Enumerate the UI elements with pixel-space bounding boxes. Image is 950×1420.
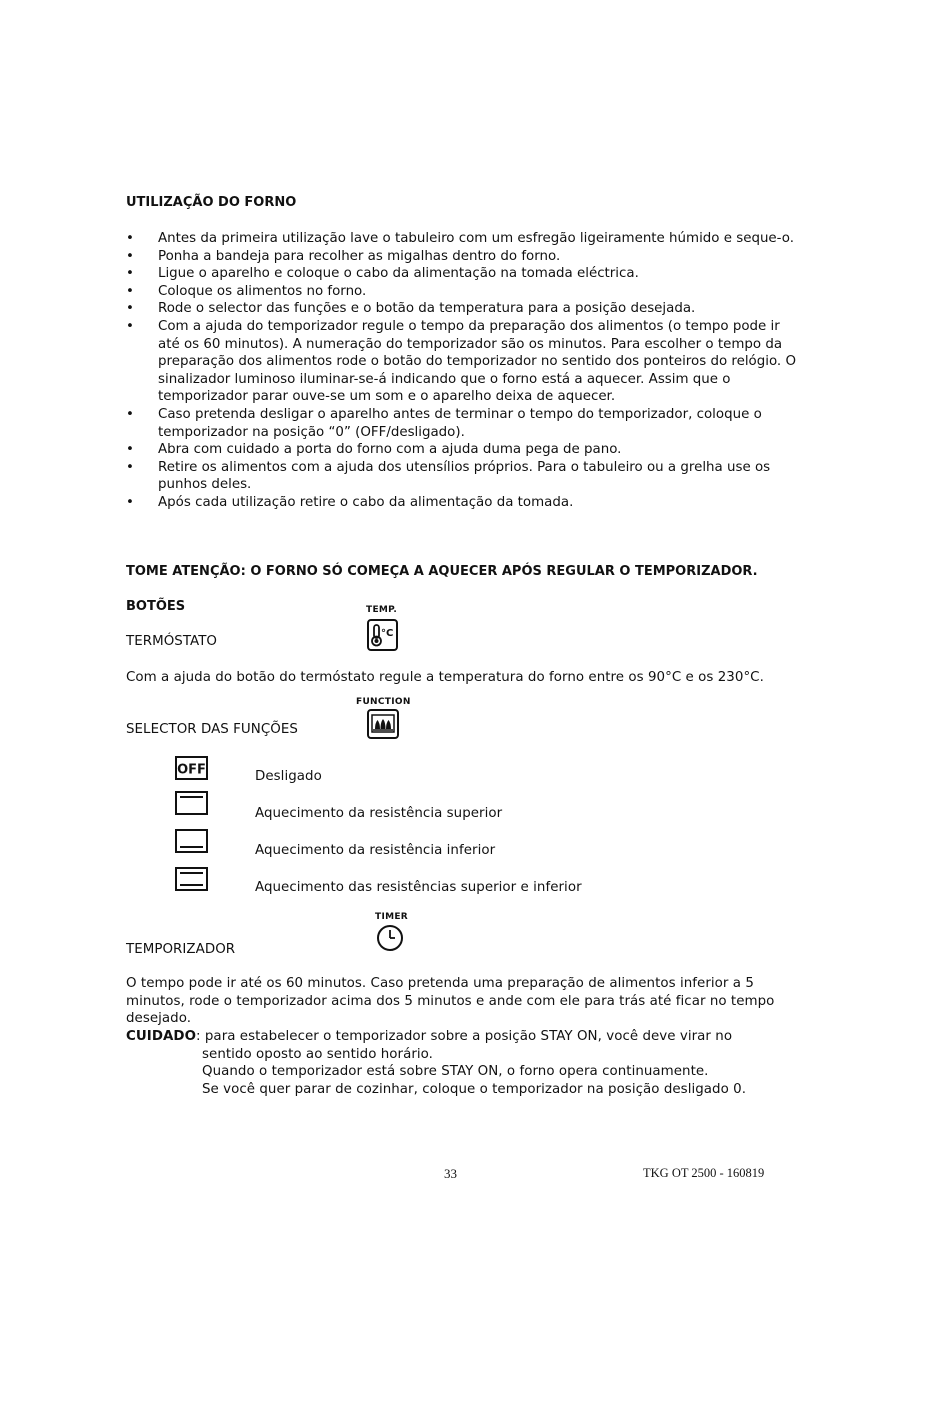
off-icon [175, 756, 208, 780]
list-item: • Abra com cuidado a porta do forno com a ajuda duma pega de pano. [126, 442, 622, 458]
flames-icon [367, 709, 399, 739]
caution-label: CUIDADO [126, 1029, 197, 1044]
list-item: • Após cada utilização retire o cabo da alimentação da tomada. [126, 494, 574, 510]
list-item: • Coloque os alimentos no forno. [126, 283, 367, 299]
option-off-text: Desligado [255, 769, 322, 784]
thermostat-label: TERMÓSTATO [126, 634, 218, 649]
caution-line-4: Se você quer parar de cozinhar, coloque o temporizador na posição desligado 0. [202, 1082, 747, 1097]
caution-line [126, 1028, 826, 1046]
thermostat-text: Com a ajuda do botão do termóstato regule a temperatura do forno entre os 90°C e os 230°C. [126, 670, 764, 685]
caution-text: : para estabelecer o temporizador sobre a posição STAY ON, você deve virar no [196, 1029, 733, 1044]
list-item: • Retire os alimentos com a ajuda dos utensílios próprios. Para o tabuleiro ou a grelha use os punhos deles. [126, 459, 771, 493]
page-number: 33 [444, 1166, 457, 1181]
timer-caption: TIMER [375, 912, 409, 922]
timer-text: O tempo pode ir até os 60 minutos. Caso pretenda uma preparação de alimentos inferior a 5 minutos, rode o temporizador acima dos 5 minutos e ande com ele para trás até ficar no tempo desejado. [126, 976, 775, 1027]
svg-text:OFF: OFF [177, 762, 206, 778]
option-bottom-text: Aquecimento da resistência inferior [255, 843, 496, 858]
function-selector-label: SELECTOR DAS FUNÇÕES [126, 722, 298, 737]
instructions-list [126, 230, 796, 512]
top-heating-icon [175, 791, 208, 815]
list-item: • Rode o selector das funções e o botão da temperatura para a posição desejada. [126, 301, 696, 317]
thermometer-icon [367, 619, 398, 651]
temp-caption: TEMP. [366, 605, 398, 615]
top-bottom-heating-icon [175, 867, 208, 891]
list-item: • Ponha a bandeja para recolher as migalhas dentro do forno. [126, 248, 561, 264]
option-top-bottom-text: Aquecimento das resistências superior e inferior [255, 880, 582, 895]
list-item: • Antes da primeira utilização lave o tabuleiro com um esfregão ligeiramente húmido e seque-o. [126, 231, 794, 246]
model-code: TKG OT 2500 - 160819 [643, 1166, 765, 1180]
timer-label: TEMPORIZADOR [126, 942, 236, 957]
bottom-heating-icon [175, 829, 208, 853]
buttons-title: BOTÕES [126, 599, 186, 614]
clock-icon [376, 924, 404, 952]
caution-line-2: sentido oposto ao sentido horário. [202, 1047, 433, 1062]
list-item: • Com a ajuda do temporizador regule o tempo da preparação dos alimentos (o tempo pode ir até os 60 minutos). A numeração do temporizador são os minutos. Para escolher o tempo da preparação dos alimentos rode o botão do temporizador no sentido dos ponteiros do relógio. O sinalizador luminoso iluminar-se-á indicando que o forno está a aquecer. Assim que o temporizador parar ouve-se um som e o aparelho deixa de aquecer. [126, 318, 796, 405]
caution-line-3: Quando o temporizador está sobre STAY ON, o forno opera continuamente. [202, 1064, 709, 1079]
warning-text: TOME ATENÇÃO: O FORNO SÓ COMEÇA A AQUECER APÓS REGULAR O TEMPORIZADOR. [126, 564, 758, 579]
function-caption: FUNCTION [356, 697, 411, 707]
list-item: • Ligue o aparelho e coloque o cabo da alimentação na tomada eléctrica. [126, 266, 639, 282]
svg-text:°C: °C [381, 628, 394, 639]
option-top-text: Aquecimento da resistência superior [255, 806, 503, 821]
list-item: • Caso pretenda desligar o aparelho antes de terminar o tempo do temporizador, coloque o temporizador na posição “0” (OFF/desligado). [126, 406, 762, 440]
section-title: UTILIZAÇÃO DO FORNO [126, 195, 297, 210]
